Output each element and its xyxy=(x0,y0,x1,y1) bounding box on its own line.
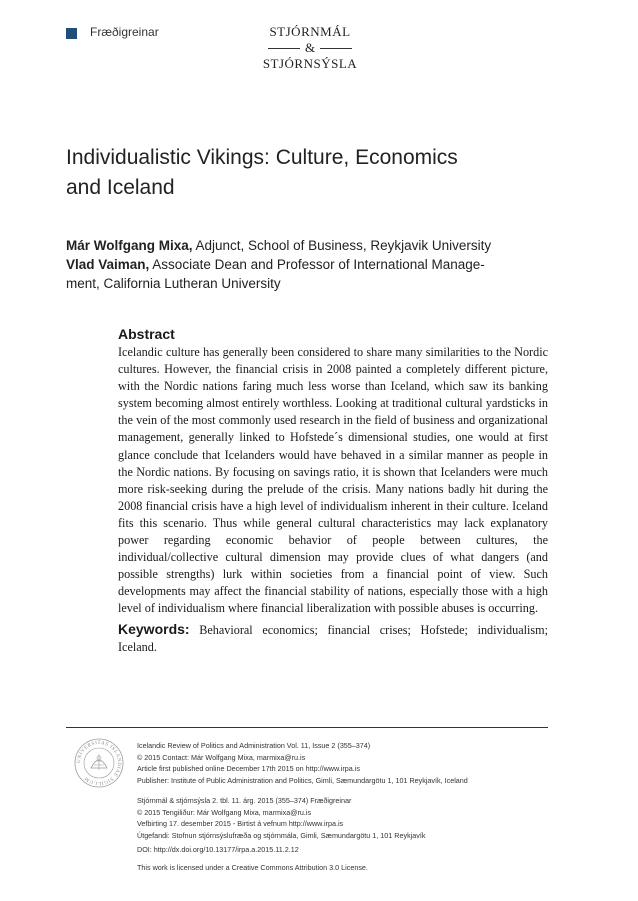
title-line-2: and Iceland xyxy=(66,176,175,199)
author-name: Vlad Vaiman, xyxy=(66,257,150,272)
footer-line: Útgefandi: Stofnun stjórnsýslufræða og stjórnmála, Gimli, Sæmundargötu 1, 101 Reykjavík xyxy=(137,830,426,840)
author-name: Már Wolfgang Mixa, xyxy=(66,238,193,253)
footer-line: © 2015 Contact: Már Wolfgang Mixa, marmixa@ru.is xyxy=(137,752,306,762)
abstract-section xyxy=(118,326,548,656)
author-affiliation-continued: ment, California Lutheran University xyxy=(66,276,281,291)
footer-english-block xyxy=(137,740,557,786)
journal-ampersand: & xyxy=(304,40,316,55)
journal-amp-row xyxy=(255,40,365,56)
doi-link[interactable]: DOI: http://dx.doi.org/10.13177/irpa.a.2015.11.2.12 xyxy=(137,845,299,854)
author-entry xyxy=(66,236,576,255)
abstract-text: Icelandic culture has generally been considered to share many similarities to the Nordic cultures. However, the financial crisis in 2008 painted a completely different picture, with the Nordic nations faring much less worse than Iceland, which saw its banking system becoming almost entirely worthless. Looking at traditional cultural yardsticks in the vein of the most commonly used research in the field of business and organizational management, generally linked to Hofstede´s dimensional studies, one would at first glance conclude that Icelanders would have behaved in a similar manner as people in the Nordic nations. By focusing on savings ratio, it is shown that Icelanders were much more risk-seeking during the prelude of the crisis. Many nations badly hit during the 2008 financial crisis have a high level of individualism inherent in their culture. Iceland fits this scenario. Thus while general cultural characteristics may lack explanatory power regarding economic behavior of people between cultures, the individual/collective cultural dimension may provide clues of what dangers (and possible strengths) lurk within societies from a financial point of view. Such developments may affect the financial stability of nations, especially those with a high level of individualism where financial liberalization with possible abuses is occurring. xyxy=(118,345,548,616)
author-entry xyxy=(66,255,576,274)
footer-license xyxy=(137,862,557,874)
author-affiliation: Associate Dean and Professor of International Manage- xyxy=(149,257,485,272)
license-text: This work is licensed under a Creative Commons Attribution 3.0 License. xyxy=(137,863,368,872)
article-title xyxy=(66,143,566,203)
journal-rule-left xyxy=(268,48,300,49)
footer-doi xyxy=(137,844,557,856)
footer-line: Article first published online December 17th 2015 on http://www.irpa.is xyxy=(137,764,360,773)
title-line-1: Individualistic Vikings: Culture, Economics xyxy=(66,146,458,169)
section-marker-square xyxy=(66,28,77,39)
university-seal-icon xyxy=(74,738,124,788)
footer-line: Publisher: Institute of Public Administration and Politics, Gimli, Sæmundargötu 1, 101 Reykjavík, Iceland xyxy=(137,775,468,785)
keywords-text: Behavioral economics; financial crises; Hofstede; individualism; Iceland. xyxy=(118,622,548,654)
author-affiliation: Adjunct, School of Business, Reykjavik University xyxy=(192,238,492,253)
abstract-heading: Abstract xyxy=(118,326,175,342)
journal-rule-right xyxy=(320,48,352,49)
footer-icelandic-block xyxy=(137,795,557,841)
journal-logo xyxy=(255,24,365,72)
journal-name-line2: STJÓRNSÝSLA xyxy=(262,56,358,71)
footer-line: © 2015 Tengiliður: Már Wolfgang Mixa, marmixa@ru.is xyxy=(137,807,312,817)
keywords-label: Keywords: xyxy=(118,620,190,637)
footer-line: Vefbirting 17. desember 2015 - Birtist á vefnum http://www.irpa.is xyxy=(137,819,344,828)
section-label: Fræðigreinar xyxy=(90,25,159,39)
footer-divider xyxy=(66,727,548,728)
journal-name-line1: STJÓRNMÁL xyxy=(269,24,351,39)
footer-line: Stjórnmál & stjórnsýsla 2. tbl. 11. árg. 2015 (355–374) Fræðigreinar xyxy=(137,796,352,805)
author-list xyxy=(66,236,576,293)
keywords xyxy=(118,621,548,656)
seal-text: UNIVERSITAS ISLANDIAE SIGILLUM xyxy=(76,740,122,786)
footer-line: Icelandic Review of Politics and Administration Vol. 11, Issue 2 (355–374) xyxy=(137,741,371,750)
